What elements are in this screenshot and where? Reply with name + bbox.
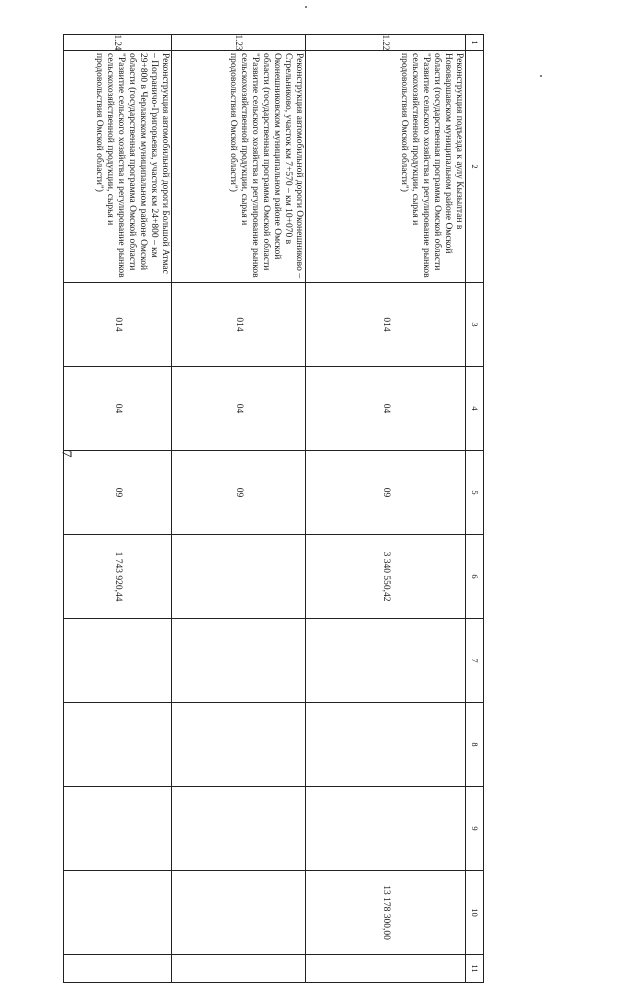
- cell-code-3: 014: [63, 283, 171, 367]
- cell-amount-11: [171, 955, 305, 983]
- cell-amount-6: [171, 535, 305, 619]
- cell-code-5: 09: [305, 451, 465, 535]
- header-cell: 5: [465, 451, 484, 535]
- rotated-table-container: [58, 34, 484, 973]
- cell-amount-8: [171, 703, 305, 787]
- header-cell: 2: [465, 51, 484, 283]
- cell-code-4: 04: [305, 367, 465, 451]
- page-number: 7: [58, 450, 74, 458]
- cell-amount-11: [63, 955, 171, 983]
- cell-amount-7: [63, 619, 171, 703]
- header-cell: 1: [465, 34, 484, 51]
- cell-amount-8: [305, 703, 465, 787]
- header-cell: 8: [465, 703, 484, 787]
- cell-amount-6: 1 743 920,44: [63, 535, 171, 619]
- cell-code-4: 04: [63, 367, 171, 451]
- row-number: 1.22: [305, 34, 465, 51]
- cell-code-5: 09: [63, 451, 171, 535]
- header-cell: 7: [465, 619, 484, 703]
- cell-code-4: 04: [171, 367, 305, 451]
- row-number: 1.23: [171, 34, 305, 51]
- cell-amount-7: [305, 619, 465, 703]
- row-description: Реконструкция автомобильной дороги Большой Атмас – Пограничо-Григорьевка, участок км 24+800 – км 29+800 в Черлакском муниципальном районе Омской области (государственная программа Омской области "Развитие сельского хозяйства и регулирование рынков сельскохозяйственной продукции, сырья и продовольствия Омской области"): [63, 51, 171, 283]
- row-description: Реконструкция автомобильной дороги Оконешниково – Стрельниково, участок км 7+570 – км 10+070 в Оконешниковском муниципальном районе Омской области (государственная программа Омской области "Развитие сельского хозяйства и регулирование рынков сельскохозяйственной продукции, сырья и продовольствия Омской области"): [171, 51, 305, 283]
- cell-amount-9: [305, 787, 465, 871]
- cell-amount-10: [171, 871, 305, 955]
- header-cell: 6: [465, 535, 484, 619]
- cell-amount-10: 13 178 300,00: [305, 871, 465, 955]
- cell-amount-9: [171, 787, 305, 871]
- header-cell: 10: [465, 871, 484, 955]
- scan-speck: [305, 6, 307, 8]
- budget-table: [58, 34, 484, 973]
- cell-amount-7: [171, 619, 305, 703]
- header-cell: 4: [465, 367, 484, 451]
- cell-amount-10: [63, 871, 171, 955]
- cell-amount-11: [305, 955, 465, 983]
- cell-code-5: 09: [171, 451, 305, 535]
- header-cell: 11: [465, 955, 484, 983]
- cell-code-3: 014: [171, 283, 305, 367]
- cell-code-3: 014: [305, 283, 465, 367]
- scan-speck: [540, 75, 542, 77]
- header-cell: 3: [465, 283, 484, 367]
- cell-amount-6: 3 340 550,42: [305, 535, 465, 619]
- cell-amount-9: [63, 787, 171, 871]
- header-cell: 9: [465, 787, 484, 871]
- cell-amount-8: [63, 703, 171, 787]
- row-number: 1.24: [63, 34, 171, 51]
- row-description: Реконструкция подъезда к аулу Кызылтан в Нововаршавском муниципальном районе Омской области (государственная программа Омской области "Развитие сельского хозяйства и регулирование рынков сельскохозяйственной продукции, сырья и продовольствия Омской области"): [305, 51, 465, 283]
